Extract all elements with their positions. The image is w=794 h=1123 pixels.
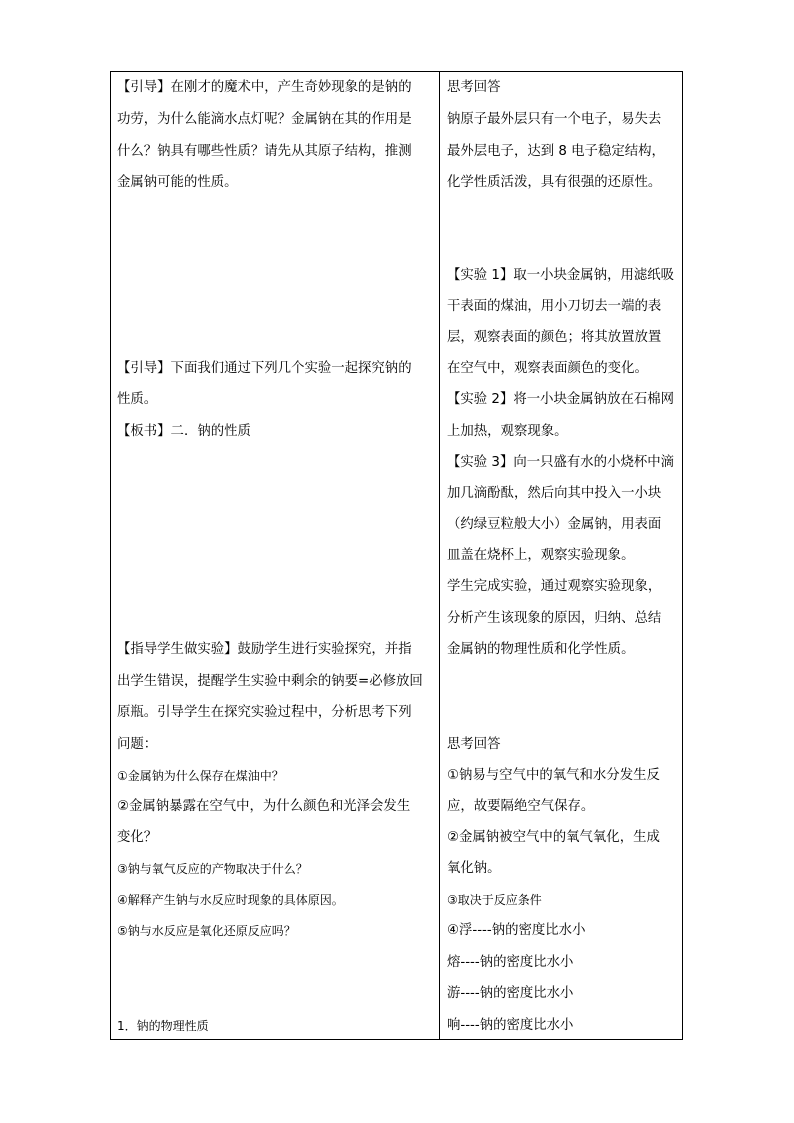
student-column — [447, 72, 679, 1039]
section-heading: 1．钠的物理性质 — [117, 1019, 209, 1033]
exp1-line: 干表面的煤油，用小刀切去一端的表 — [447, 299, 662, 314]
answer-line: 氧化钠。 — [447, 861, 501, 876]
exp3-line: 加几滴酚酞，然后向其中投入一小块 — [447, 486, 662, 501]
guide2-line: 【引导】下面我们通过下列几个实验一起探究钠的 — [117, 361, 412, 376]
guide2-line: 性质。 — [117, 392, 158, 407]
question-item: ⑤钠与水反应是氧化还原反应吗？ — [117, 924, 296, 938]
answer-line: 响----钠的密度比水小 — [447, 1018, 574, 1033]
think-title: 思考回答 — [447, 80, 501, 95]
atom-line: 最外层电子，达到 8 电子稳定结构， — [447, 144, 665, 159]
exp2-line: 【实验 2】将一小块金属钠放在石棉网 — [447, 392, 675, 407]
board-heading: 【板书】二．钠的性质 — [117, 424, 251, 439]
answer-line: ③取决于反应条件 — [447, 893, 542, 907]
question-item: ③钠与氧气反应的产物取决于什么？ — [117, 862, 308, 876]
exp1-line: 【实验 1】取一小块金属钠，用滤纸吸 — [447, 268, 675, 283]
intro-line: 金属钠可能的性质。 — [117, 175, 238, 190]
atom-line: 钠原子最外层只有一个电子，易失去 — [447, 112, 662, 127]
exp3-line: （约绿豆粒般大小）金属钠，用表面 — [447, 517, 662, 532]
answer-line: 熔----钠的密度比水小 — [447, 955, 574, 970]
exp1-line: 在空气中，观察表面颜色的变化。 — [447, 361, 648, 376]
student-line: 分析产生该现象的原因，归纳、总结 — [447, 611, 662, 626]
instruct-line: 问题： — [117, 737, 158, 752]
exp3-line: 皿盖在烧杯上，观察实验现象。 — [447, 548, 635, 563]
teacher-column — [117, 72, 435, 1039]
think-title: 思考回答 — [447, 737, 501, 752]
question-item: ①金属钠为什么保存在煤油中？ — [117, 769, 284, 783]
intro-line: 功劳，为什么能滴水点灯呢？金属钠在其的作用是 — [117, 112, 412, 127]
lesson-table — [110, 71, 683, 1040]
intro-line: 什么？钠具有哪些性质？请先从其原子结构，推测 — [117, 144, 412, 159]
student-line: 金属钠的物理性质和化学性质。 — [447, 642, 635, 657]
question-item: ②金属钠暴露在空气中，为什么颜色和光泽会发生 — [117, 799, 411, 814]
instruct-line: 原瓶。引导学生在探究实验过程中，分析思考下列 — [117, 705, 412, 720]
exp1-line: 层，观察表面的颜色；将其放置放置 — [447, 330, 662, 345]
answer-line: ②金属钠被空气中的氧气氧化，生成 — [447, 830, 660, 845]
answer-line: 应，故要隔绝空气保存。 — [447, 799, 595, 814]
answer-line: 游----钠的密度比水小 — [447, 986, 574, 1001]
student-line: 学生完成实验，通过观察实验现象， — [447, 579, 662, 594]
column-divider — [439, 72, 440, 1039]
instruct-line: 【指导学生做实验】鼓励学生进行实验探究，并指 — [117, 642, 412, 657]
atom-line: 化学性质活泼，具有很强的还原性。 — [447, 175, 662, 190]
instruct-line: 出学生错误，提醒学生实验中剩余的钠要=必修放回 — [117, 674, 423, 689]
answer-line: ④浮----钠的密度比水小 — [447, 923, 586, 938]
question-item: ④解释产生钠与水反应时现象的具体原因。 — [117, 893, 344, 907]
intro-line: 【引导】在刚才的魔术中，产生奇妙现象的是钠的 — [117, 80, 412, 95]
question-item: 变化？ — [117, 830, 158, 845]
exp3-line: 【实验 3】向一只盛有水的小烧杯中滴 — [447, 455, 675, 470]
exp2-line: 上加热，观察现象。 — [447, 424, 568, 439]
answer-line: ①钠易与空气中的氧气和水分发生反 — [447, 768, 660, 783]
